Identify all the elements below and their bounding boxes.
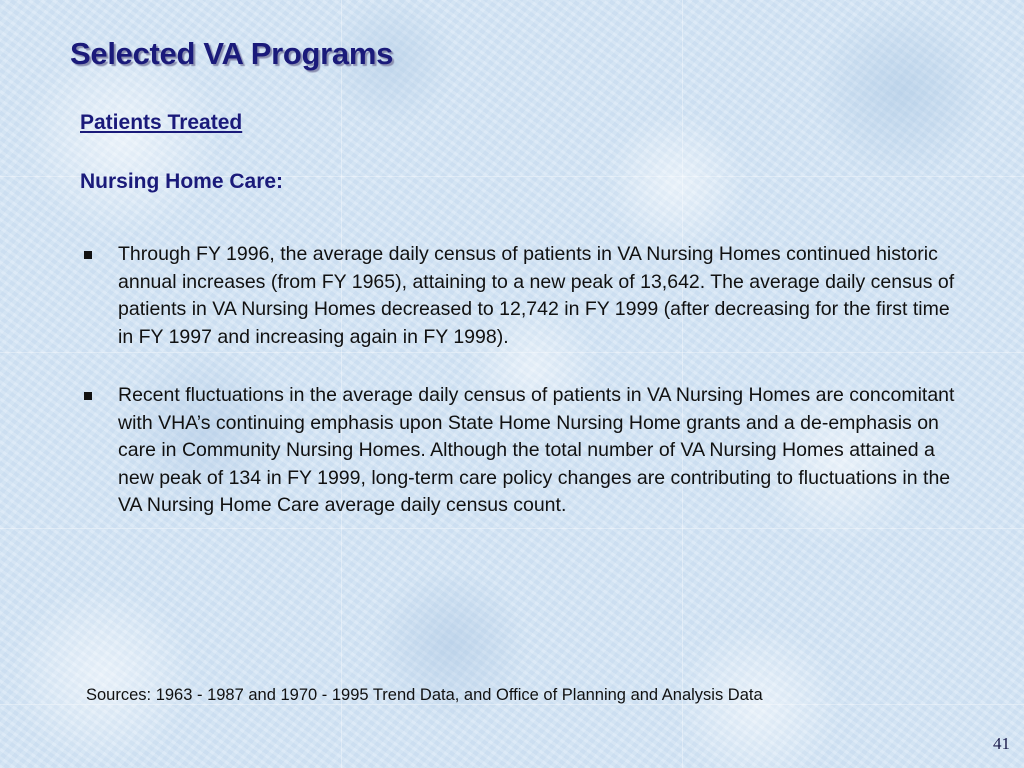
square-bullet-icon [84,251,92,259]
section-heading-nursing-home-care: Nursing Home Care: [80,170,284,193]
bullet-text: Recent fluctuations in the average daily census of patients in VA Nursing Homes are concomitant with VHA’s continuing emphasis upon State Home Nursing Home grants and a de-emphasis on care in Community Nursing Homes. Although the total number of VA Nursing Homes attained a new peak of 134 in FY 1999, long-term care policy changes are contributing to fluctuations in the VA Nursing Home Care average daily census count. [118,384,955,516]
subheading-patients-treated: Patients Treated [80,111,243,134]
bullet-item [80,241,960,351]
bullet-text: Through FY 1996, the average daily census of patients in VA Nursing Homes continued historic annual increases (from FY 1965), attaining to a new peak of 13,642. The average daily census of patients in VA Nursing Homes decreased to 12,742 in FY 1999 (after decreasing for the first time in FY 1997 and increasing again in FY 1998). [118,243,955,348]
page-number: 41 [993,734,1010,753]
slide-title: Selected VA Programs [70,36,394,71]
square-bullet-icon [84,392,92,400]
sources-note: Sources: 1963 - 1987 and 1970 - 1995 Trend Data, and Office of Planning and Analysis Data [86,686,763,704]
bullet-item [80,382,960,520]
bullet-list [80,241,960,551]
